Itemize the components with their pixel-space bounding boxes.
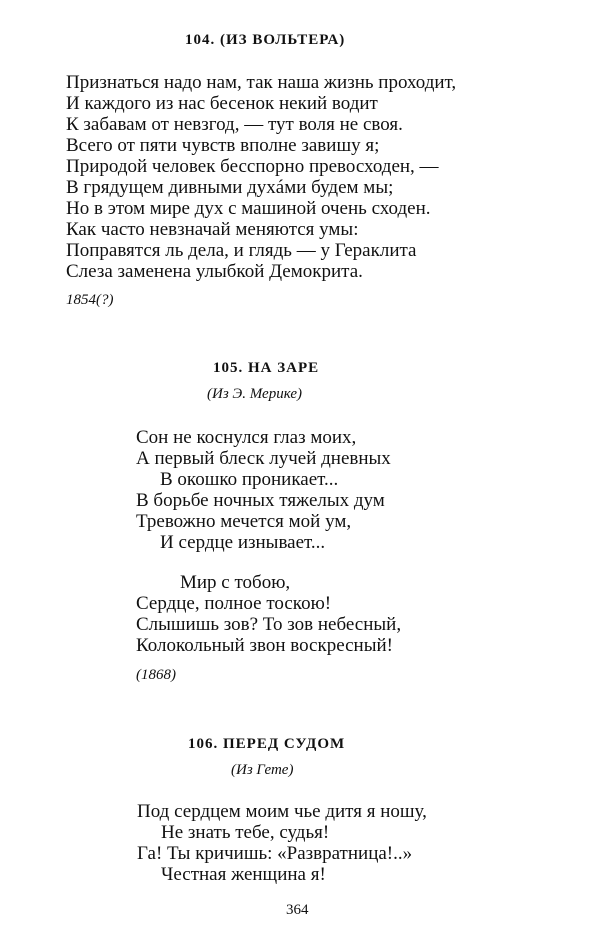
poem-105-subtitle: (Из Э. Мерике) [207,386,302,402]
page-number: 364 [286,902,309,918]
verse-line: Честная женщина я! [161,864,326,885]
verse-line: Под сердцем моим чье дитя я ношу, [137,801,427,822]
poem-104-heading: 104. (ИЗ ВОЛЬТЕРА) [185,32,346,48]
verse-line: Признаться надо нам, так наша жизнь проходит, [66,72,457,93]
verse-line: Сон не коснулся глаз моих, [136,427,357,448]
poem-106-heading: 106. ПЕРЕД СУДОМ [188,736,346,752]
verse-line: К забавам от невзгод, — тут воля не своя. [66,114,403,135]
verse-line: Га! Ты кричишь: «Развратница!..» [137,843,413,864]
verse-line: Слышишь зов? То зов небесный, [136,614,402,635]
verse-line: Но в этом мире дух с машиной очень сходен. [66,198,431,219]
verse-line: В грядущем дивными духáми будем мы; [66,177,394,198]
verse-line: Поправятся ль дела, и глядь — у Гераклита [66,240,417,261]
verse-line: И сердце изнывает... [160,532,326,553]
verse-line: И каждого из нас бесенок некий водит [66,93,378,114]
verse-line: Тревожно мечется мой ум, [136,511,352,532]
verse-line: Не знать тебе, судья! [161,822,330,843]
verse-line: Сердце, полное тоскою! [136,593,332,614]
verse-line: В борьбе ночных тяжелых дум [136,490,385,511]
verse-line: Слеза заменена улыбкой Демокрита. [66,261,363,282]
verse-line: Природой человек бесспорно превосходен, — [66,156,439,177]
poem-105-date: (1868) [136,667,176,683]
verse-line: Всего от пяти чувств вполне завишу я; [66,135,380,156]
verse-line: Как часто невзначай меняются умы: [66,219,359,240]
verse-line: А первый блеск лучей дневных [136,448,391,469]
poem-104-date: 1854(?) [66,292,114,308]
poem-105-heading: 105. НА ЗАРЕ [213,360,320,376]
poem-106-subtitle: (Из Гете) [231,762,294,778]
verse-line: Мир с тобою, [180,572,291,593]
verse-line: В окошко проникает... [160,469,339,490]
verse-line: Колокольный звон воскресный! [136,635,393,656]
